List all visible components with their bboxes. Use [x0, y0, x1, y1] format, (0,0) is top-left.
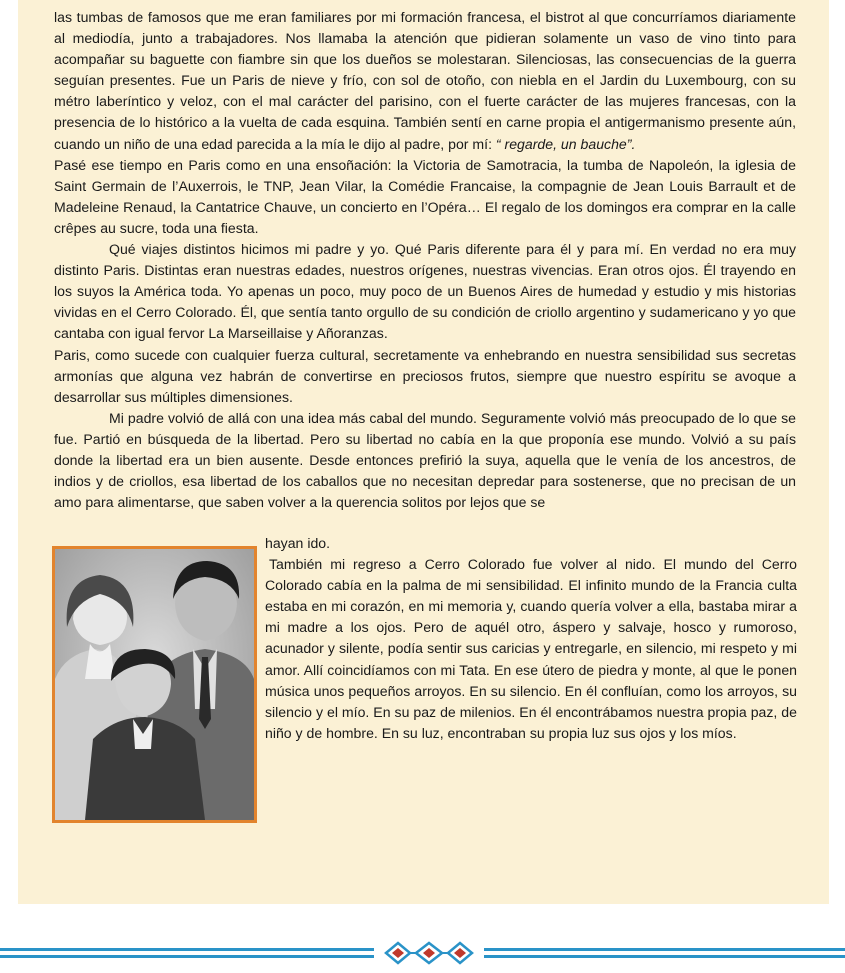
paragraph-5: Mi padre volvió de allá con una idea más cabal del mundo. Seguramente volvió más preocupado de lo que se fue. Partió en búsqueda de la libertad. Pero su libertad no cabía en la que proponía ese mundo. Volvió a su país donde la libertad era un bien ausente. Desde entonces prefirió la suya, aquella que le venía de los ancestros, de indios y de criollos, esa libertad de los caballos que no necesitan depredar para sostenerse, que no precisan de un amo para alimentarse, que saben volver a la querencia solitos por lejos que se [54, 409, 796, 511]
andean-diamond-ornament-icon [384, 940, 474, 966]
paragraph-4: Paris, como sucede con cualquier fuerza cultural, secretamente va enhebrando en nuestra sensibilidad sus secretas armonías que alguna vez habrán de convertirse en preciosos frutos, siempre que nuestro espíritu se avoque a desarrollar sus múltiples dimensiones. [54, 346, 796, 405]
paragraph-5-end: hayan ido. [265, 535, 331, 551]
side-text-block [265, 533, 797, 744]
paragraph-1 [54, 7, 796, 155]
paragraph-2: Pasé ese tiempo en Paris como en una ensoñación: la Victoria de Samotracia, la tumba de Napoleón, la iglesia de Saint Germain de l’Auxerrois, le TNP, Jean Vilar, la Comédie Francaise, la compagnie de Jean Louis Barrault et de Madeleine Renaud, la Cantatrice Chauve, un concierto en l’Opéra… El regalo de los domingos era comprar en la calle crêpes au sucre, toda una fiesta. [54, 156, 796, 236]
paragraph-1-text: las tumbas de famosos que me eran familiares por mi formación francesa, el bistrot al que concurríamos diariamente al mediodía, junto a trabajadores. Nos llamaba la atención que pidieran solamente un vaso de vino tinto para acompañar su baguette con fiambre sin que los dueños se molestaran. Silenciosas, las consecuencias de la guerra seguían presentes. Fue un Paris de nieve y frío, con sol de otoño, con niebla en el Jardin du Luxembourg, con su métro laberíntico y veloz, con el mal carácter del parisino, con el fuerte carácter de las mujeres francesas, con la presencia de lo histórico a la vuelta de cada esquina. También sentí en carne propia el antigermanismo presente aún, cuando un niño de una edad parecida a la mía le dijo al padre, por mí: [54, 9, 796, 152]
paragraph-6: También mi regreso a Cerro Colorado fue volver al nido. El mundo del Cerro Colorado cabía en la palma de mi sensibilidad. El infinito mundo de la Francia culta estaba en mi corazón, en mi memoria y, cuando quería volver a ella, bastaba mirar a mi madre a los ojos. Pero de aquél otro, áspero y salvaje, hosco y rumoroso, acunador y silente, podía sentir sus caricias y entregarle, en silencio, mi respeto y mi amor. Allí coincidíamos con mi Tata. En ese útero de piedra y monte, al que le ponen música unos pequeños arroyos. En su silencio. En él confluían, como los arroyos, su silencio y el mío. En su paz de milenios. En él encontrábamos nuestra propia paz, de niño y de hombre. En su luz, encontraban su propia luz sus ojos y los míos. [265, 556, 797, 741]
main-text-block [54, 7, 796, 513]
paragraph-1-quote: “ regarde, un bauche”. [495, 135, 636, 152]
paragraph-3: Qué viajes distintos hicimos mi padre y yo. Qué Paris diferente para él y para mí. En verdad no era muy distinto Paris. Distintas eran nuestras edades, nuestros orígenes, nuestras vivencias. Eran otros ojos. Él trayendo en los suyos la América toda. Yo apenas un poco, muy poco de un Buenos Aires de humedad y estudio y mis historias vividas en el Cerro Colorado. Él, que sentía tanto orgullo de su condición de criollo argentino y sudamericano y yo que cantaba con igual fervor La Marseillaise y Añoranzas. [54, 241, 796, 342]
family-portrait-photo [52, 546, 257, 823]
footer-rule-left [0, 948, 374, 958]
family-portrait-image [55, 549, 254, 820]
footer-rule-right [484, 948, 845, 958]
